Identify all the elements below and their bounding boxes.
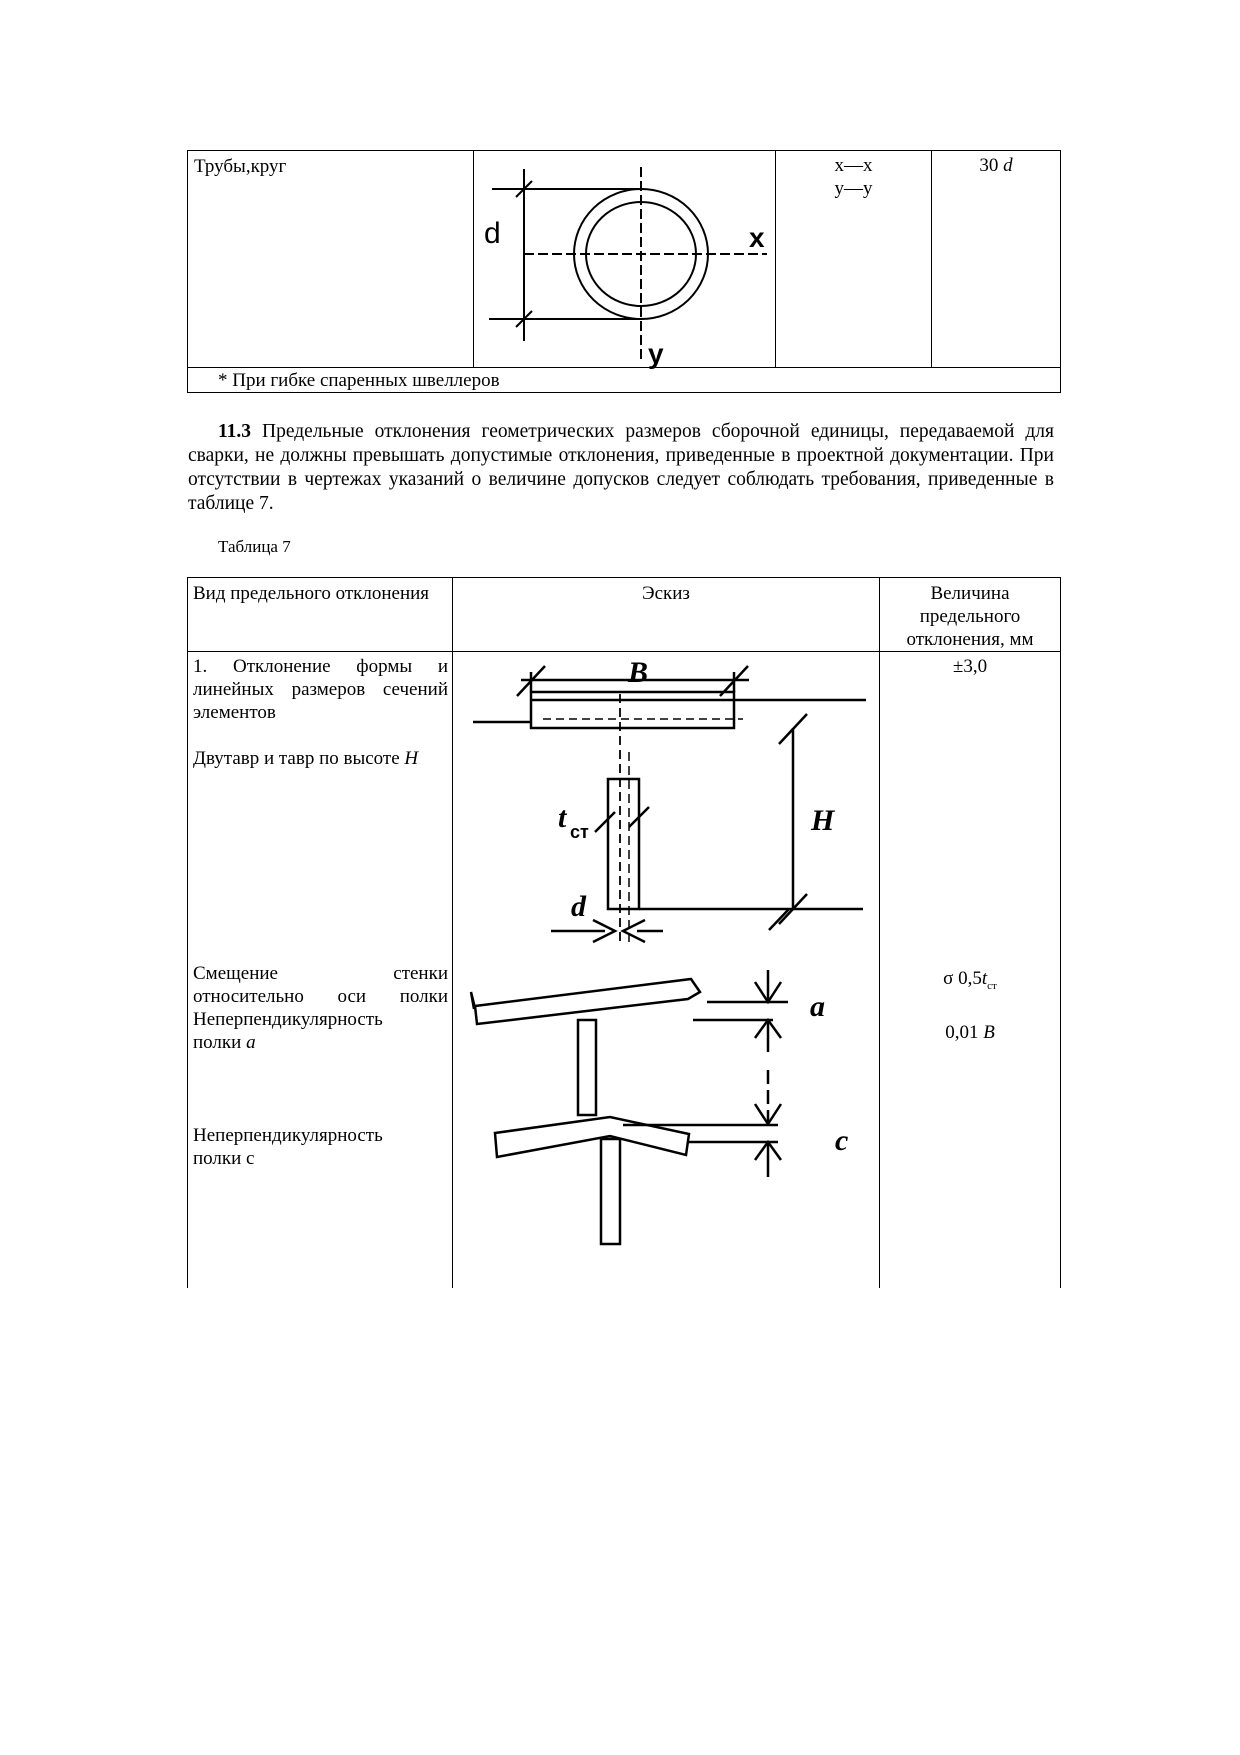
- row2-value-a: 0,01 B: [945, 1021, 995, 1043]
- clause-text: Предельные отклонения геометрических размеров сборочной единицы, передаваемой для сварки, не должны превышать допустимые отклонения, приведенные в проектной документации. При отсутствии в чертежах указаний о величине допусков следует соблюдать требования, приведенные в таблице 7.: [188, 421, 1054, 514]
- sketch-label-y: y: [648, 338, 664, 369]
- flange-rect: [531, 692, 734, 728]
- table-7: [187, 577, 1061, 1288]
- row2-shift: Смещение стенки относительно оси полки: [193, 963, 448, 1007]
- footnote: * При гибке спаренных швеллеров: [188, 368, 1061, 393]
- row2-nonperp-c: Неперпендикулярность полки с: [193, 1125, 383, 1169]
- table-row: [188, 151, 1061, 368]
- pipe-sketch-cell: [474, 151, 776, 368]
- flange-a-end: [471, 992, 475, 1009]
- row2-nonperp-a: Неперпендикулярность полки a: [193, 1009, 383, 1053]
- h-tick-bottom-2: [769, 909, 789, 930]
- header-kind: Вид предельного отклонения: [188, 578, 453, 652]
- value-number: 30: [979, 155, 999, 176]
- sketch-label-d: d: [484, 217, 501, 250]
- profile-name: Трубы,круг: [194, 156, 287, 177]
- profile-name-cell: [188, 151, 474, 368]
- axes-cell: [776, 151, 932, 368]
- clause-paragraph: [188, 420, 1054, 516]
- bent-flange-c: [495, 1117, 689, 1157]
- sketch-label-t: t: [558, 801, 567, 834]
- deviation-kind-cell: [188, 652, 453, 1289]
- sketch-label-c: c: [835, 1124, 849, 1157]
- table-row: [188, 652, 1061, 1289]
- footnote-row: [188, 368, 1061, 393]
- sketch-label-d: d: [571, 890, 586, 923]
- profile-table: [187, 150, 1061, 393]
- header-sketch: Эскиз: [453, 578, 880, 652]
- tilted-flange-a: [475, 979, 700, 1024]
- value-cell: [932, 151, 1061, 368]
- row1-title: 1. Отклонение формы и линейных размеров сечений элементов: [193, 656, 448, 723]
- clause-number: 11.3: [218, 421, 252, 442]
- sketch-label-b: B: [628, 656, 649, 689]
- axis-yy: y—y: [834, 178, 873, 199]
- web-c: [601, 1139, 620, 1244]
- sketch-cell: [453, 652, 880, 1289]
- table-caption: Таблица 7: [218, 537, 291, 556]
- header-row: [188, 578, 1061, 652]
- row1-subtitle: Двутавр и тавр по высоте H: [193, 748, 419, 769]
- t-tick-left: [595, 812, 615, 832]
- value-variable: d: [1003, 155, 1013, 176]
- i-beam-sketch: [453, 652, 879, 1288]
- web-rect: [608, 779, 639, 909]
- header-value: Величина предельного отклонения, мм: [880, 578, 1061, 652]
- sketch-label-h: H: [811, 804, 835, 837]
- row2-value-shift: σ $0,5t_{ст}$: [943, 968, 997, 992]
- pipe-sketch: [474, 151, 775, 367]
- row1-value: ±3,0: [952, 656, 988, 677]
- web-a: [578, 1020, 596, 1115]
- sketch-label-t-sub: ст: [570, 822, 589, 842]
- sketch-label-a: a: [810, 990, 825, 1023]
- value-column: [880, 652, 1061, 1289]
- sketch-label-x: x: [749, 222, 765, 253]
- axis-xx: x—x: [834, 155, 873, 176]
